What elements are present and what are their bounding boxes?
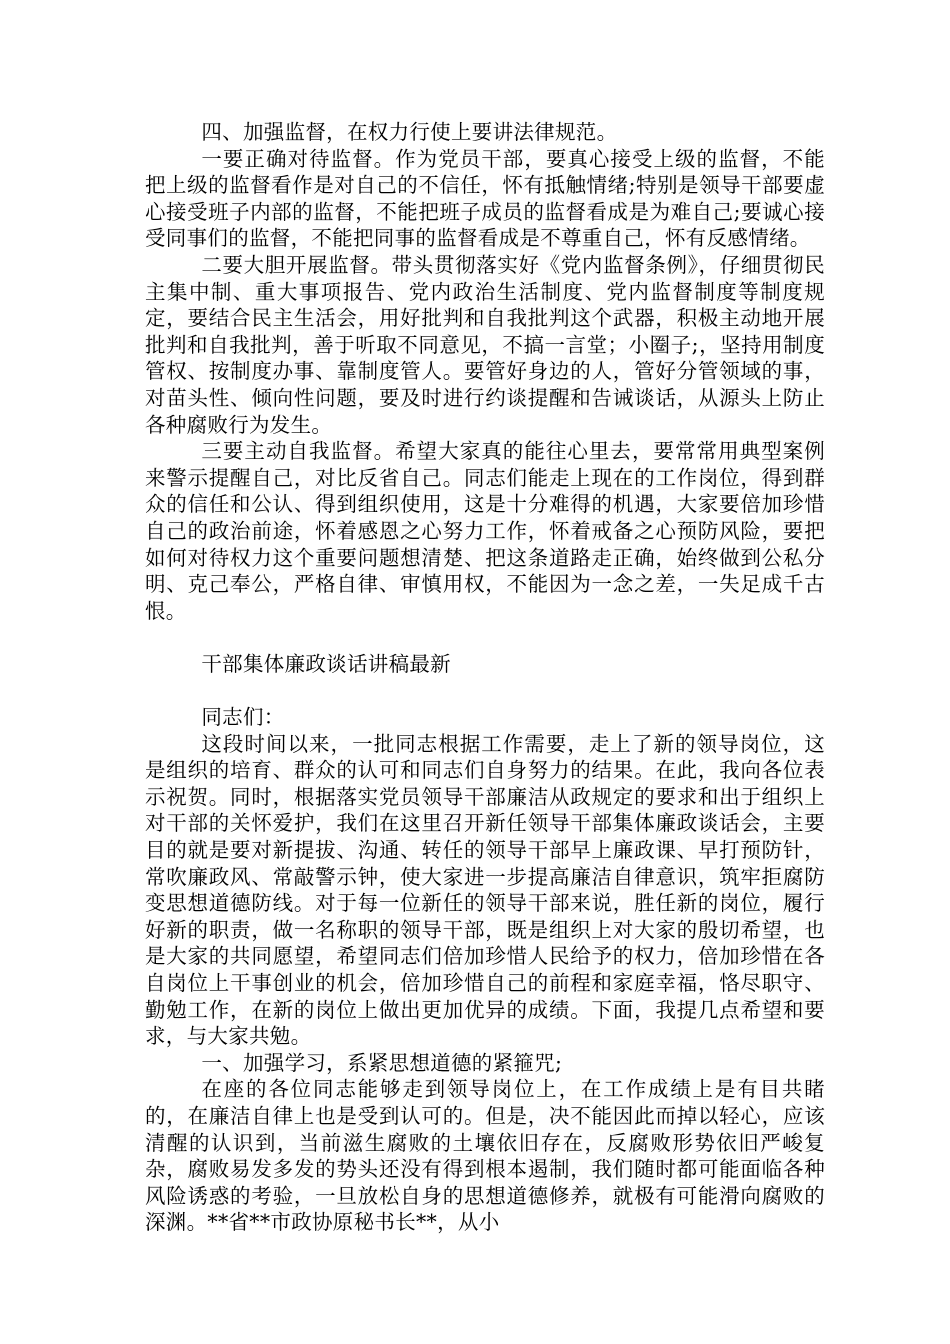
document-title: 干部集体廉政谈话讲稿最新 xyxy=(201,651,451,676)
intro-paragraph: 这段时间以来，一批同志根据工作需要，走上了新的领导岗位，这是组织的培育、群众的认可和同志们自身努力的结果。在此，我向各位表示祝贺。同时，根据落实党员领导干部廉洁从政规定的要求和出于组织上对干部的关怀爱护，我们在这里召开新任领导干部集体廉政谈话会，主要目的就是要对新提拔、沟通、转任的领导干部早上廉政课、早打预防针，常吹廉政风、常敲警示钟，使大家进一步提高廉洁自律意识，筑牢拒腐防变思想道德防线。对于每一位新任的领导干部来说，胜任新的岗位，履行好新的职责，做一名称职的领导干部，既是组织上对大家的殷切希望，也是大家的共同愿望，希望同志们倍加珍惜人民给予的权力，倍加珍惜在各自岗位上干事创业的机会，倍加珍惜自己的前程和家庭幸福，恪尽职守、勤勉工作，在新的岗位上做出更加优异的成绩。下面，我提几点希望和要求，与大家共勉。 xyxy=(145,731,825,1049)
section1-heading: 一、加强学习，系紧思想道德的紧箍咒; xyxy=(201,1050,563,1075)
section4-paragraph-1: 一要正确对待监督。作为党员干部，要真心接受上级的监督，不能把上级的监督看作是对自己的不信任，怀有抵触情绪;特别是领导干部要虚心接受班子内部的监督，不能把班子成员的监督看成是为难自己;要诚心接受同事们的监督，不能把同事的监督看成是不尊重自己，怀有反感情绪。 xyxy=(145,146,825,251)
document-page xyxy=(145,119,825,1236)
spacer xyxy=(145,677,825,704)
section1-paragraph-1: 在座的各位同志能够走到领导岗位上，在工作成绩上是有目共睹的，在廉洁自律上也是受到认可的。但是，决不能因此而掉以轻心，应该清醒的认识到，当前滋生腐败的土壤依旧存在，反腐败形势依旧严峻复杂，腐败易发多发的势头还没有得到根本遏制，我们随时都可能面临各种风险诱惑的考验，一旦放松自身的思想道德修养，就极有可能滑向腐败的深渊。**省**市政协原秘书长**，从小 xyxy=(145,1077,825,1235)
section4-paragraph-3: 三要主动自我监督。希望大家真的能往心里去，要常常用典型案例来警示提醒自己，对比反省自己。同志们能走上现在的工作岗位，得到群众的信任和公认、得到组织使用，这是十分难得的机遇，大家要倍加珍惜自己的政治前途，怀着感恩之心努力工作，怀着戒备之心预防风险，要把如何对待权力这个重要问题想清楚、把这条道路走正确，始终做到公私分明、克己奉公，严格自律、审慎用权，不能因为一念之差，一失足成千古恨。 xyxy=(145,439,825,623)
salutation: 同志们： xyxy=(201,705,285,730)
spacer xyxy=(145,624,825,651)
section4-paragraph-2: 二要大胆开展监督。带头贯彻落实好《党内监督条例》，仔细贯彻民主集中制、重大事项报告、党内政治生活制度、党内监督制度等制度规定，要结合民主生活会，用好批判和自我批判这个武器，积极主动地开展批判和自我批判，善于听取不同意见，不搞一言堂；小圈子;，坚持用制度管权、按制度办事、靠制度管人。要管好身边的人，管好分管领域的事，对苗头性、倾向性问题，要及时进行约谈提醒和告诫谈话，从源头上防止各种腐败行为发生。 xyxy=(145,252,825,437)
section4-heading: 四、加强监督，在权力行使上要讲法律规范。 xyxy=(201,120,618,144)
